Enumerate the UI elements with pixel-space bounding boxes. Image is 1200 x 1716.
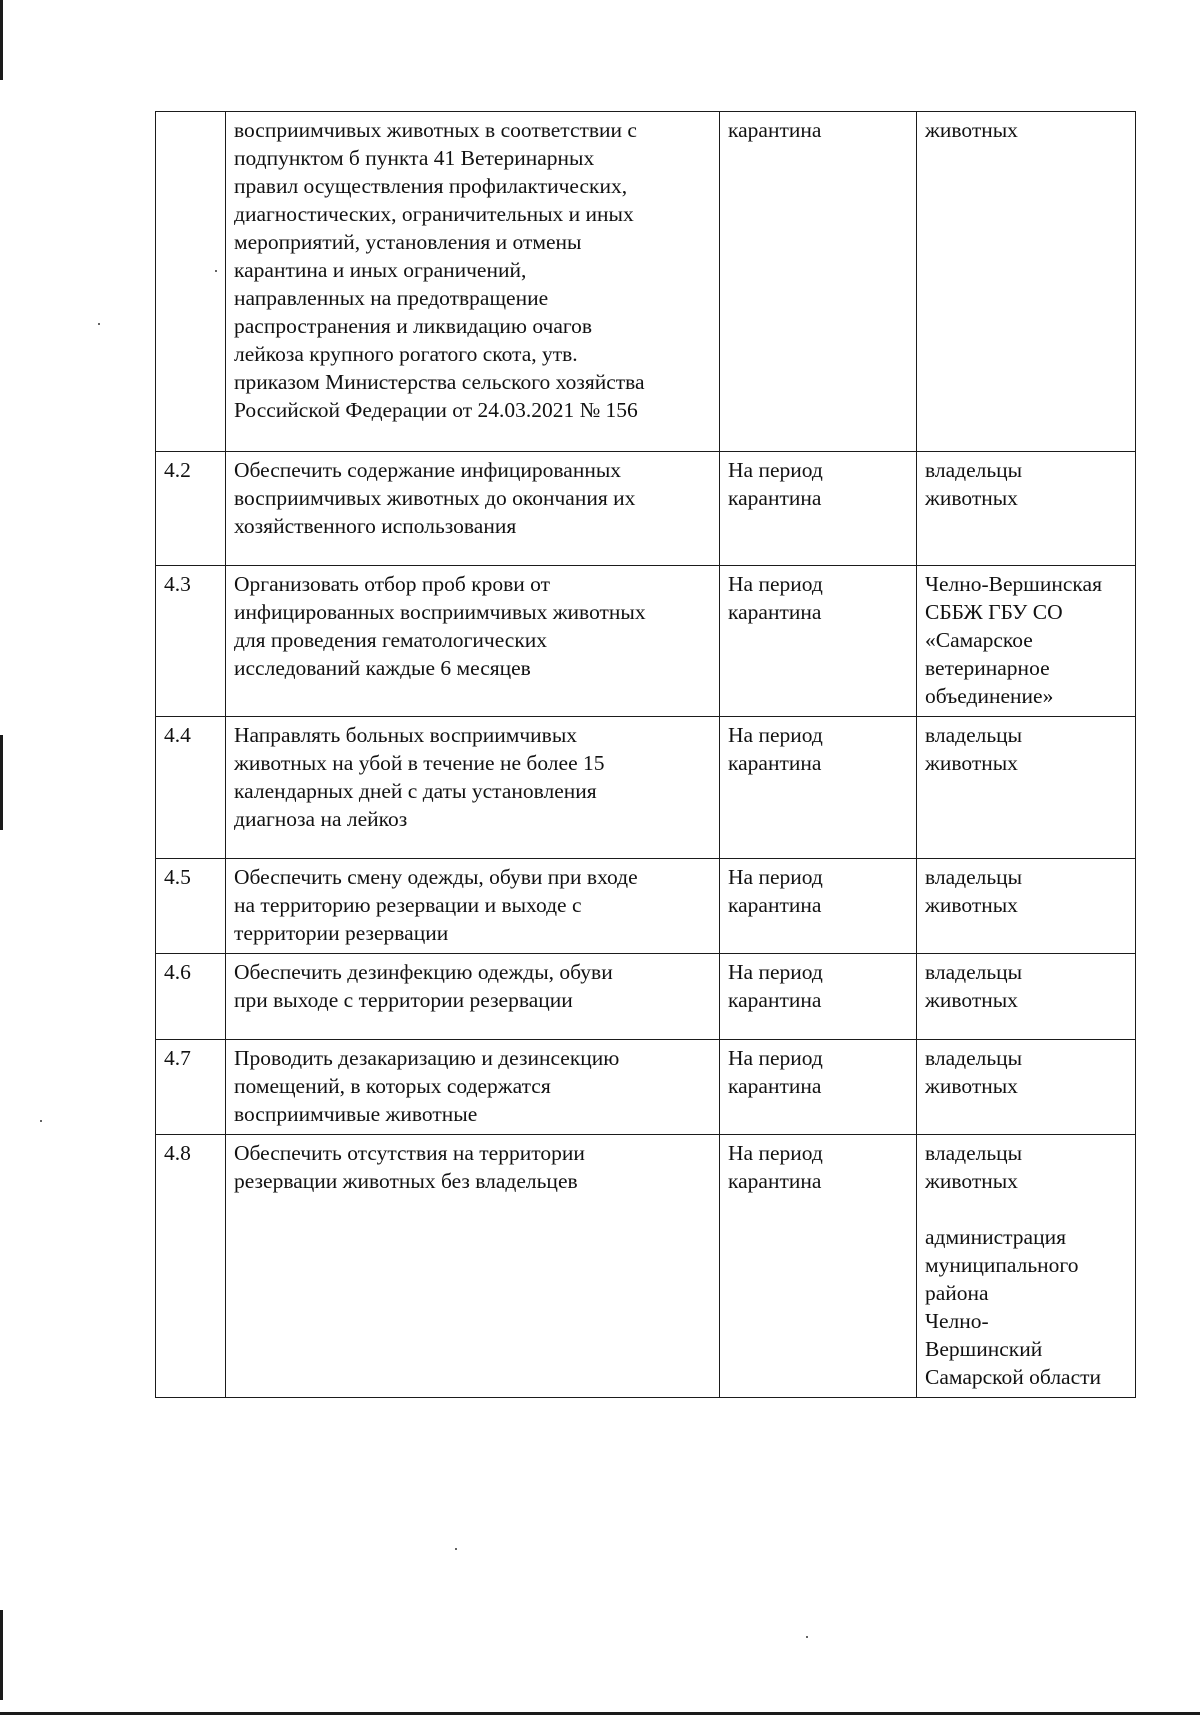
scan-speck — [806, 1636, 808, 1638]
term-text: На период карантина — [720, 1040, 917, 1135]
row-number: 4.7 — [156, 1040, 226, 1135]
term-text: карантина — [720, 112, 917, 452]
table-row — [156, 954, 1136, 1040]
responsible-text: владельцы животных — [917, 954, 1136, 1040]
measures-table — [155, 111, 1136, 1398]
measure-text: Обеспечить дезинфекцию одежды, обуви при выходе с территории резервации — [226, 954, 720, 1040]
responsible-text: владельцы животных — [917, 859, 1136, 954]
table-row — [156, 112, 1136, 452]
row-number: 4.3 — [156, 566, 226, 717]
table-row — [156, 452, 1136, 566]
scan-speck — [98, 323, 100, 325]
scan-edge-left-bottom — [0, 1610, 3, 1700]
term-text: На период карантина — [720, 452, 917, 566]
table-row — [156, 1135, 1136, 1398]
row-number — [156, 112, 226, 452]
row-number: 4.2 — [156, 452, 226, 566]
row-number: 4.8 — [156, 1135, 226, 1398]
measure-text: восприимчивых животных в соответствии с подпунктом б пункта 41 Ветеринарных правил осуществления профилактических, диагностических, ограничительных и иных мероприятий, установления и отмены карантина и иных ограничений, направленных на предотвращение распространения и ликвидацию очагов лейкоза крупного рогатого скота, утв. приказом Министерства сельского хозяйства Российской Федерации от 24.03.2021 № 156 — [226, 112, 720, 452]
term-text: На период карантина — [720, 717, 917, 859]
responsible-text: владельцы животных — [917, 717, 1136, 859]
scan-edge-left-top — [0, 0, 3, 80]
row-number: 4.4 — [156, 717, 226, 859]
responsible-text: Челно-Вершинская СББЖ ГБУ СО «Самарское ветеринарное объединение» — [917, 566, 1136, 717]
measure-text: Направлять больных восприимчивых животных на убой в течение не более 15 календарных дней с даты установления диагноза на лейкоз — [226, 717, 720, 859]
scan-speck — [40, 1120, 42, 1122]
measure-text: Обеспечить отсутствия на территории резервации животных без владельцев — [226, 1135, 720, 1398]
term-text: На период карантина — [720, 566, 917, 717]
term-text: На период карантина — [720, 1135, 917, 1398]
scan-speck — [455, 1548, 457, 1550]
row-number: 4.6 — [156, 954, 226, 1040]
term-text: На период карантина — [720, 954, 917, 1040]
table-row — [156, 717, 1136, 859]
scan-edge-bottom — [0, 1712, 1200, 1715]
table-row — [156, 1040, 1136, 1135]
measure-text: Проводить дезакаризацию и дезинсекцию помещений, в которых содержатся восприимчивые животные — [226, 1040, 720, 1135]
responsible-text: владельцы животных — [917, 452, 1136, 566]
term-text: На период карантина — [720, 859, 917, 954]
measure-text: Обеспечить смену одежды, обуви при входе на территорию резервации и выходе с территории резервации — [226, 859, 720, 954]
measure-text: Обеспечить содержание инфицированных восприимчивых животных до окончания их хозяйственного использования — [226, 452, 720, 566]
responsible-text: владельцы животных администрация муниципального района Челно- Вершинский Самарской области — [917, 1135, 1136, 1398]
measure-text: Организовать отбор проб крови от инфицированных восприимчивых животных для проведения гематологических исследований каждые 6 месяцев — [226, 566, 720, 717]
table-row — [156, 859, 1136, 954]
row-number: 4.5 — [156, 859, 226, 954]
table-row — [156, 566, 1136, 717]
responsible-text: животных — [917, 112, 1136, 452]
responsible-text: владельцы животных — [917, 1040, 1136, 1135]
scan-edge-left-mid — [0, 735, 3, 830]
